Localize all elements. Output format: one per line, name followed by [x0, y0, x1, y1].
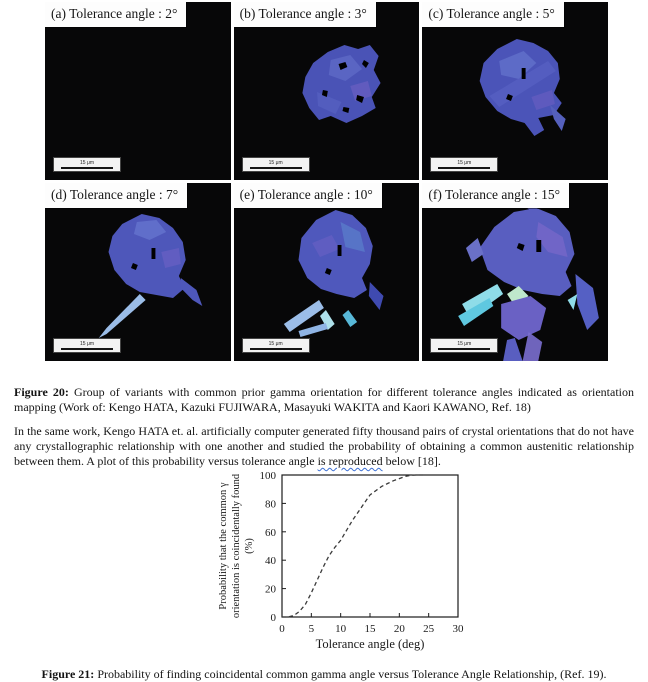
- scale-bar: [430, 338, 498, 353]
- micrograph-panel-d: [45, 183, 231, 361]
- scale-bar-text: 15 μm: [80, 340, 94, 347]
- svg-text:100: 100: [259, 470, 276, 482]
- panel-label-text: (b) Tolerance angle : 3°: [239, 6, 367, 21]
- panel-label-text: (c) Tolerance angle : 5°: [428, 6, 555, 21]
- panel-label-text: (f) Tolerance angle : 15°: [428, 187, 560, 202]
- figure21-caption-text: Probability of finding coincidental common gamma angle versus Tolerance Angle Relationship, (Ref. 19).: [94, 667, 607, 681]
- svg-text:0: 0: [279, 623, 285, 635]
- grammar-underlined-text: is reproduced: [317, 454, 383, 468]
- svg-text:10: 10: [335, 623, 347, 635]
- scale-bar-text: 15 μm: [457, 159, 472, 166]
- micrograph-panel-c: [422, 2, 608, 180]
- scale-bar-line: [250, 348, 302, 350]
- scale-bar: [53, 338, 121, 353]
- panel-label-text: (e) Tolerance angle : 10°: [239, 187, 373, 202]
- svg-text:40: 40: [265, 555, 276, 568]
- micrograph-panel-f: [422, 183, 608, 361]
- figure21-plot: [212, 466, 474, 654]
- svg-text:(%): (%): [244, 538, 255, 554]
- grain-map-d: [45, 183, 231, 361]
- svg-text:5: 5: [308, 623, 315, 635]
- panel-label-text: (a) Tolerance angle : 2°: [51, 6, 178, 21]
- grain-map-b: [234, 2, 420, 180]
- micrograph-panel-e: [234, 183, 420, 361]
- svg-text:15: 15: [364, 623, 376, 635]
- panel-label-b: [234, 2, 376, 27]
- svg-text:30: 30: [452, 623, 464, 635]
- scale-bar-text: 15 μm: [80, 159, 94, 166]
- svg-text:20: 20: [393, 623, 405, 635]
- scale-bar-line: [61, 348, 113, 350]
- figure20-caption-label: Figure 20:: [14, 385, 69, 399]
- scale-bar-line: [438, 167, 490, 169]
- figure20-caption: [14, 385, 634, 414]
- grain-map-c: [422, 2, 608, 180]
- scale-bar-text: 15 μm: [457, 340, 472, 347]
- panel-label-e: [234, 183, 382, 208]
- panel-label-c: [422, 2, 563, 27]
- paragraph-text-after: below [18].: [382, 454, 441, 468]
- scale-bar: [430, 157, 498, 172]
- micrograph-panel-a: [45, 2, 231, 180]
- scale-bar: [242, 338, 310, 353]
- figure21-caption: [14, 667, 634, 682]
- figure21-caption-label: Figure 21:: [41, 667, 95, 681]
- svg-text:Tolerance angle (deg): Tolerance angle (deg): [315, 637, 425, 651]
- scale-bar-line: [250, 167, 302, 169]
- panel-label-d: [45, 183, 187, 208]
- grain-map-f: [422, 183, 608, 361]
- scale-bar-line: [61, 167, 113, 169]
- scale-bar: [242, 157, 310, 172]
- body-paragraph: [14, 424, 634, 469]
- panel-label-a: [45, 2, 186, 27]
- paragraph-text-before: In the same work, Kengo HATA et. al. artificially computer generated fifty thousand pairs of crystal orientations that do not have any crystallographic relationship with one another and studied the probability of obtaining a common austenitic relationship between them. A plot of this probability versus tolerance angle: [14, 424, 634, 468]
- panel-label-text: (d) Tolerance angle : 7°: [51, 187, 179, 202]
- svg-text:0: 0: [270, 612, 276, 624]
- svg-text:60: 60: [265, 526, 276, 539]
- figure20-panel-grid: [45, 2, 608, 361]
- svg-text:orientation is coincidentally: orientation is coincidentally found: [231, 473, 242, 619]
- grain-map-a: [45, 2, 231, 180]
- svg-text:80: 80: [265, 498, 276, 511]
- figure20-caption-text: Group of variants with common prior gamma orientation for different tolerance angles indicated as orientation mapping (Work of: Kengo HATA, Kazuki FUJIWARA, Masayuki WAKITA and Kaori KAWANO, Ref. 18): [14, 385, 634, 414]
- panel-label-f: [422, 183, 569, 208]
- svg-text:20: 20: [265, 583, 276, 596]
- svg-text:25: 25: [423, 623, 435, 635]
- micrograph-panel-b: [234, 2, 420, 180]
- grain-map-e: [234, 183, 420, 361]
- figure21-chart: [212, 466, 474, 654]
- scale-bar: [53, 157, 121, 172]
- scale-bar-text: 15 μm: [268, 340, 283, 347]
- scale-bar-text: 15 μm: [268, 159, 283, 166]
- scale-bar-line: [438, 348, 490, 350]
- svg-text:Probability that the common γ: Probability that the common γ: [218, 482, 229, 610]
